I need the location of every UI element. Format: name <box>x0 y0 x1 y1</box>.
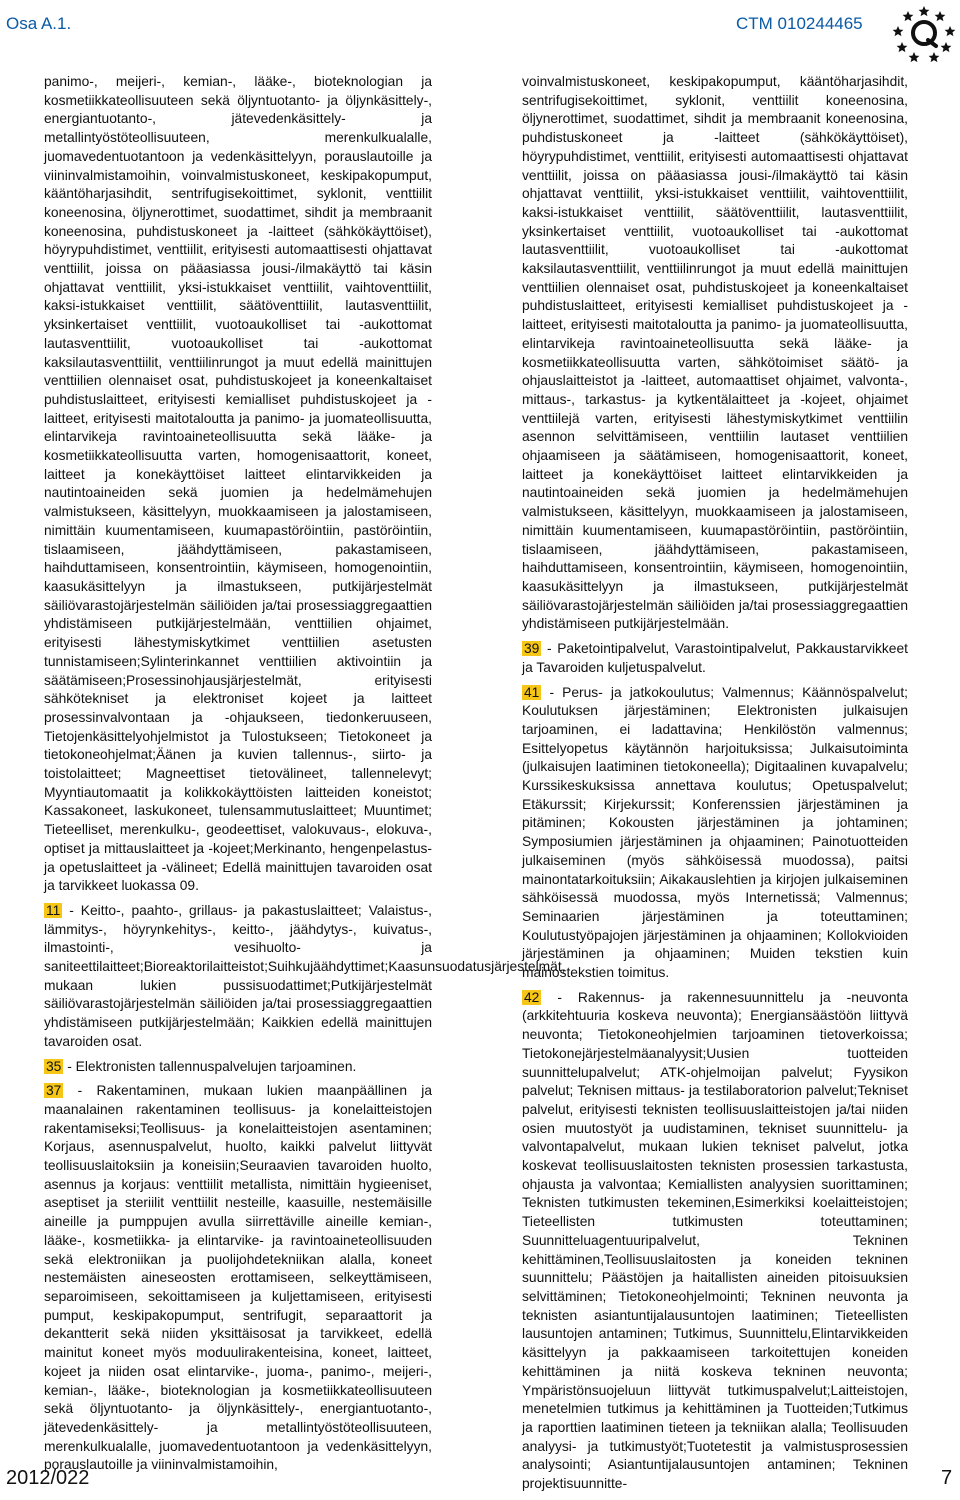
class-41-entry <box>522 684 908 983</box>
class-35-entry <box>44 1058 432 1077</box>
document-id: CTM 010244465 <box>736 14 863 33</box>
page-number: 7 <box>941 1467 953 1489</box>
eu-stars-logo-icon <box>888 0 960 68</box>
class-11-badge: 11 <box>46 902 61 918</box>
right-column <box>522 73 908 1500</box>
class-11-text: - Keitto-, paahto-, grillaus- ja pakastuslaitteet; Valaistus-, lämmitys-, höyrynkehitys-, keitto-, jäähdytys-, kuivatus-, ilmastointi-, vesihuolto- ja saniteettilaitteet;Bioreaktorilaitteistot;Suihkujäähdyttimet;Kaasunsuodatusjärjestelmät, mukaan lukien pussisuodattimet;Putkijärjestelmät säiliövarastojärjestelmän säiliöiden ja/tai prosessiaggregaattien yhdistämiseen putkijärjestelmään; Kaikkien edellä mainittujen tavaroiden osat. <box>44 902 566 1049</box>
section-label: Osa A.1. <box>6 14 72 33</box>
class-42-text: - Rakennus- ja rakennesuunnittelu ja -neuvonta (arkkitehtuuria koskeva neuvonta); Energiansäästöön liittyvä neuvonta; Tietokoneohjelmien tarjoaminen tietoverkoissa; Tietokonejärjestelmäanalyysit;Uusien tuotteiden suunnittelupalvelut; ATK-ohjelmoijan palvelut; Fyysikon palvelut; Teknisen mittaus- ja testilaboratorion palvelut;Tekniset palvelut, erityisesti teknisten teollisuuslaitteistojen ja/tai niiden osien muutostyöt ja uudistaminen, tekniset suunnittelu- ja valvontapalvelut, mukaan lukien tekniset palvelut, jotka koskevat teollisuuslaitosten teknisten prosessien tarkastusta, ohjausta ja valvontaa; Kemiallisten analyysien suorittaminen; Teknisten tutkimusten tekeminen,Esimerkiksi koelaitteistojen; Tieteellisten tutkimusten toteuttaminen; Suunnitteluagentuuripalvelut, Tekninen kehittäminen,Teollisuuslaitosten ja koneiden tekninen suunnittelu; Päästöjen ja haitallisten aineiden pitoisuuksien selvittäminen; Tietokoneohjelmointi; Tekninen neuvonta ja teknisten asiantuntijalausuntojen laatiminen; Tieteellisten lausuntojen antaminen; Tutkimus, Suunnittelu,Elintarvikkeiden käsittelyyn ja pakkaamiseen tarkoitettujen koneiden kehittäminen ja niitä koskeva tekninen neuvonta; Ympäristönsuojeluun liittyvät tutkimuspalvelut;Laitteistojen, menetelmien tutkimus ja kehittäminen ja Tuotteiden;Tutkimus ja raporttien laatiminen tieteen ja tekniikan alalla; Teollisuuden analyysi- ja tutkimustyöt;Tuotetestit ja valmistusprosessien analysointi; Asiantuntijalausuntojen antaminen; Tekninen projektisuunnitte- <box>522 989 908 1492</box>
class-37-text: - Rakentaminen, mukaan lukien maanpäällinen ja maanalainen rakentaminen teollisuus- ja konelaitteistojen rakentamiseksi;Teollisuus- ja konelaitteistojen asentaminen; Korjaus, asennuspalvelut, huolto, kaikki palvelut liittyvät teollisuuslaitoksiin ja koneisiin;Seuraavien tavaroiden huolto, asennus ja korjaus: venttiilit metallista, nimittäin hygieeniset, aseptiset ja steriilit venttiilit nesteille, kaasuille, nestemäisille aineille ja pumppujen avulla siirrettäville aineille kemian-, lääke-, kosmetiikka- ja elintarvike- ja ravintoaineteollisuuden sekä elektroniikan ja puolijohdetekniikan alalla, koneet nestemäisten aineseosten erottamiseen, selkeyttämiseen, separoimiseen, sekoittamiseen ja kuljettamiseen, erityisesti pumput, keskipakopumput, sentrifugit, separaattorit ja dekantterit sekä niiden yksittäisosat ja tarvikkeet, edellä mainitut koneet myös moduulirakenteisina, koneet, laitteet, kojeet ja niiden osat elintarvike-, juoma-, panimo-, meijeri-, kemian-, lääke-, bioteknologian ja kosmetiikkateollisuuteen sekä öljyntuotanto- ja öljynkäsittely-, energiantuotanto-, jätevedenkäsittely- ja metallintyöstöteollisuuteen, merenkulkualalle, juomavedentuotantoon ja vedenkäsittelyyn, porauslautoille ja viininvalmistamoihin, <box>44 1083 432 1473</box>
class-42-badge: 42 <box>524 989 540 1005</box>
goods-continuation-paragraph: voinvalmistuskoneet, keskipakopumput, kääntöharjasihdit, sentrifugisekoittimet, syklonit, venttiilit koneenosina, öljynerottimet, suodattimet, sihdit ja membraanit koneenosina, puhdistuskoneet ja -laitteet (sähkökäyttöiset), höyrypuhdistimet, venttiilit, erityisesti automaattisesti ohjattavat venttiilit, joissa on pääasiassa jousi-/ilmakäyttö tai käsin ohjattavat venttiilit, yksi-istukkaiset venttiilit, vaihtoventtiilit, kaksi-istukkaiset venttiilit, säätöventtiilit, lautasventtiilit, yksinkertaiset venttiilit, vuotoaukolliset tai -aukottomat lautasventtiilit, vuotoaukolliset tai -aukottomat kaksilautasventtiilit, venttiilinrungot ja muut edellä mainittujen venttiilien olennaiset osat, puhdistuskojeet ja koneenkaltaiset puhdistuslaitteet, erityisesti kemialliset puhdistuskojeet ja -laitteet, erityisesti maitotaloutta ja panimo- ja juomateollisuutta, elintarvikeja ravintoaineteollisuutta sekä lääke- ja kosmetiikkateollisuutta varten, sähkötoimiset säätö- ja ohjauslaitteistot ja -laitteet, automaattiset ohjaimet, valvonta-, mittaus-, tarkastus- ja kytkentälaitteet ja -kojeet, ohjaimet venttiilejä varten, erityisesti lähestymiskytkimet venttiilin asennon selvittämiseen, venttiilin lautaset venttiilien ohjaamiseen ja säätämiseen, homogenisaattorit, koneet, laitteet ja konekäyttöiset laitteet elintarvikkeiden ja nautintoaineiden sekä juomien ja hedelmämehujen valmistukseen, käsittelyyn, muokkaamiseen ja jalostamiseen, nimittäin kuumentamiseen, kuumapastöröintiin, pastöröintiin, tislaamiseen, jäähdyttämiseen, pakastamiseen, haihduttamiseen, konsentrointiin, käymiseen, homogenointiin, kaasukäsittelyyn ja ilmastukseen, putkijärjestelmät säiliövarastojärjestelmän säiliöiden ja/tai prosessiaggregaattien yhdistämiseen putkijärjestelmään. <box>522 74 908 632</box>
class-35-text: - Elektronisten tallennuspalvelujen tarjoaminen. <box>63 1058 357 1074</box>
class-41-badge: 41 <box>524 684 540 700</box>
class-37-entry <box>44 1082 432 1475</box>
goods-description-paragraph: panimo-, meijeri-, kemian-, lääke-, bioteknologian ja kosmetiikkateollisuuteen sekä öljyntuotanto- ja öljynkäsittely-, energiantuotanto-, jätevedenkäsittely- ja metallintyöstöteollisuuteen, merenkulkualalle, juomavedentuotantoon ja vedenkäsittelyyn, porauslautoille ja viininvalmistamoihin, voinvalmistuskoneet, keskipakopumput, kääntöharjasihdit, sentrifugisekoittimet, syklonit, venttiilit koneenosina, öljynerottimet, suodattimet, sihdit ja membraanit koneenosina, puhdistuskoneet ja -laitteet (sähkökäyttöiset), höyrypuhdistimet, venttiilit, erityisesti automaattisesti ohjattavat venttiilit, joissa on pääasiassa jousi-/ilmakäyttö tai käsin ohjattavat venttiilit, yksi-istukkaiset venttiilit, vaihtoventtiilit, kaksi-istukkaiset venttiilit, säätöventtiilit, lautasventtiilit, yksinkertaiset venttiilit, vuotoaukolliset tai -aukottomat lautasventtiilit, vuotoaukolliset tai -aukottomat kaksilautasventtiilit, venttiilinrungot ja muut edellä mainittujen venttiilien olennaiset osat, puhdistuskojeet ja koneenkaltaiset puhdistuslaitteet, erityisesti kemialliset puhdistuskojeet ja -laitteet, erityisesti maitotaloutta ja panimo- ja juomateollisuutta, elintarvikeja ravintoaineteollisuutta sekä lääke- ja kosmetiikkateollisuutta varten, homogenisaattorit, koneet, laitteet ja konekäyttöiset laitteet elintarvikkeiden ja nautintoaineiden sekä juomien ja hedelmämehujen valmistukseen, käsittelyyn, muokkaamiseen ja jalostamiseen, nimittäin kuumentamiseen, kuumapastöröintiin, pastöröintiin, tislaamiseen, jäähdyttämiseen, pakastamiseen, haihduttamiseen, konsentrointiin, käymiseen, homogenointiin, kaasukäsittelyyn ja ilmastukseen, putkijärjestelmät säiliövarastojärjestelmän säiliöiden ja/tai prosessiaggregaattien yhdistämiseen putkijärjestelmään, venttiilien ohjaimet, erityisesti lähestymiskytkimet venttiilien asetusten tunnistamiseen;Sylinterinkannet venttiilien aktivointiin ja säätämiseen;Prosessinohjausjärjestelmät, erityisesti sähkötekniset ja elektroniset kojeet ja laitteet prosessinvalvontaan ja -ohjaukseen, tiedonkeruuseen, Tietojenkäsittelyohjelmistot ja Tulostukseen; Tietokoneet ja tietokoneohjelmat;Äänen ja kuvien tallennus-, siirto- ja toistolaitteet; Magneettiset tietovälineet, tallennelevyt; Myyntiautomaatit ja kolikkokäyttöisten laitteiden koneistot; Kassakoneet, laskukoneet, tulensammutuslaitteet; Muuntimet; Tieteelliset, merenkulku-, geodeettiset, valokuvaus-, elokuva-, optiset ja mittauslaitteet ja -kojeet;Merkinanto, hengenpelastus- ja opetuslaitteet ja -välineet; Edellä mainittujen tavaroiden osat ja tarvikkeet luokassa 09. <box>44 74 432 894</box>
class-41-text: - Perus- ja jatkokoulutus; Valmennus; Käännöspalvelut; Koulutuksen järjestäminen; Elektronisten julkaisujen tarjoaminen, ei ladattavina; Henkilöstön valmennus; Esittelyopetus käytännön harjoituksissa; Julkaisutoiminta (julkaisujen laatiminen tietokoneella); Digitaalinen kuvapalvelu; Kurssikeskuksissa annettava koulutus; Opetuspalvelut; Etäkurssit; Kirjekurssit; Konferenssien järjestäminen ja pitäminen; Kokousten järjestäminen ja johtaminen; Symposiumien järjestäminen ja ohjaaminen; Painotuotteiden julkaiseminen (myös sähköisessä muodossa), paitsi mainontatarkoituksiin; Aikakauslehtien ja kirjojen julkaiseminen sähköisessä muodossa, myös Internetissä; Valmennus; Seminaarien järjestäminen ja toteuttaminen; Koulutustyöpajojen järjestäminen ja ohjaaminen; Kollokvioiden järjestäminen ja ohjaaminen; Muiden tekstien kuin mainostekstien toimitus. <box>522 684 908 981</box>
class-39-text: - Paketointipalvelut, Varastointipalvelut, Pakkaustarvikkeet ja Tavaroiden kuljetuspalvelut. <box>522 641 908 675</box>
issue-number: 2012/022 <box>6 1467 90 1489</box>
class-35-badge: 35 <box>46 1058 62 1074</box>
class-42-entry <box>522 989 908 1494</box>
class-39-entry <box>522 640 908 677</box>
class-37-badge: 37 <box>46 1083 62 1099</box>
class-39-badge: 39 <box>524 641 540 657</box>
